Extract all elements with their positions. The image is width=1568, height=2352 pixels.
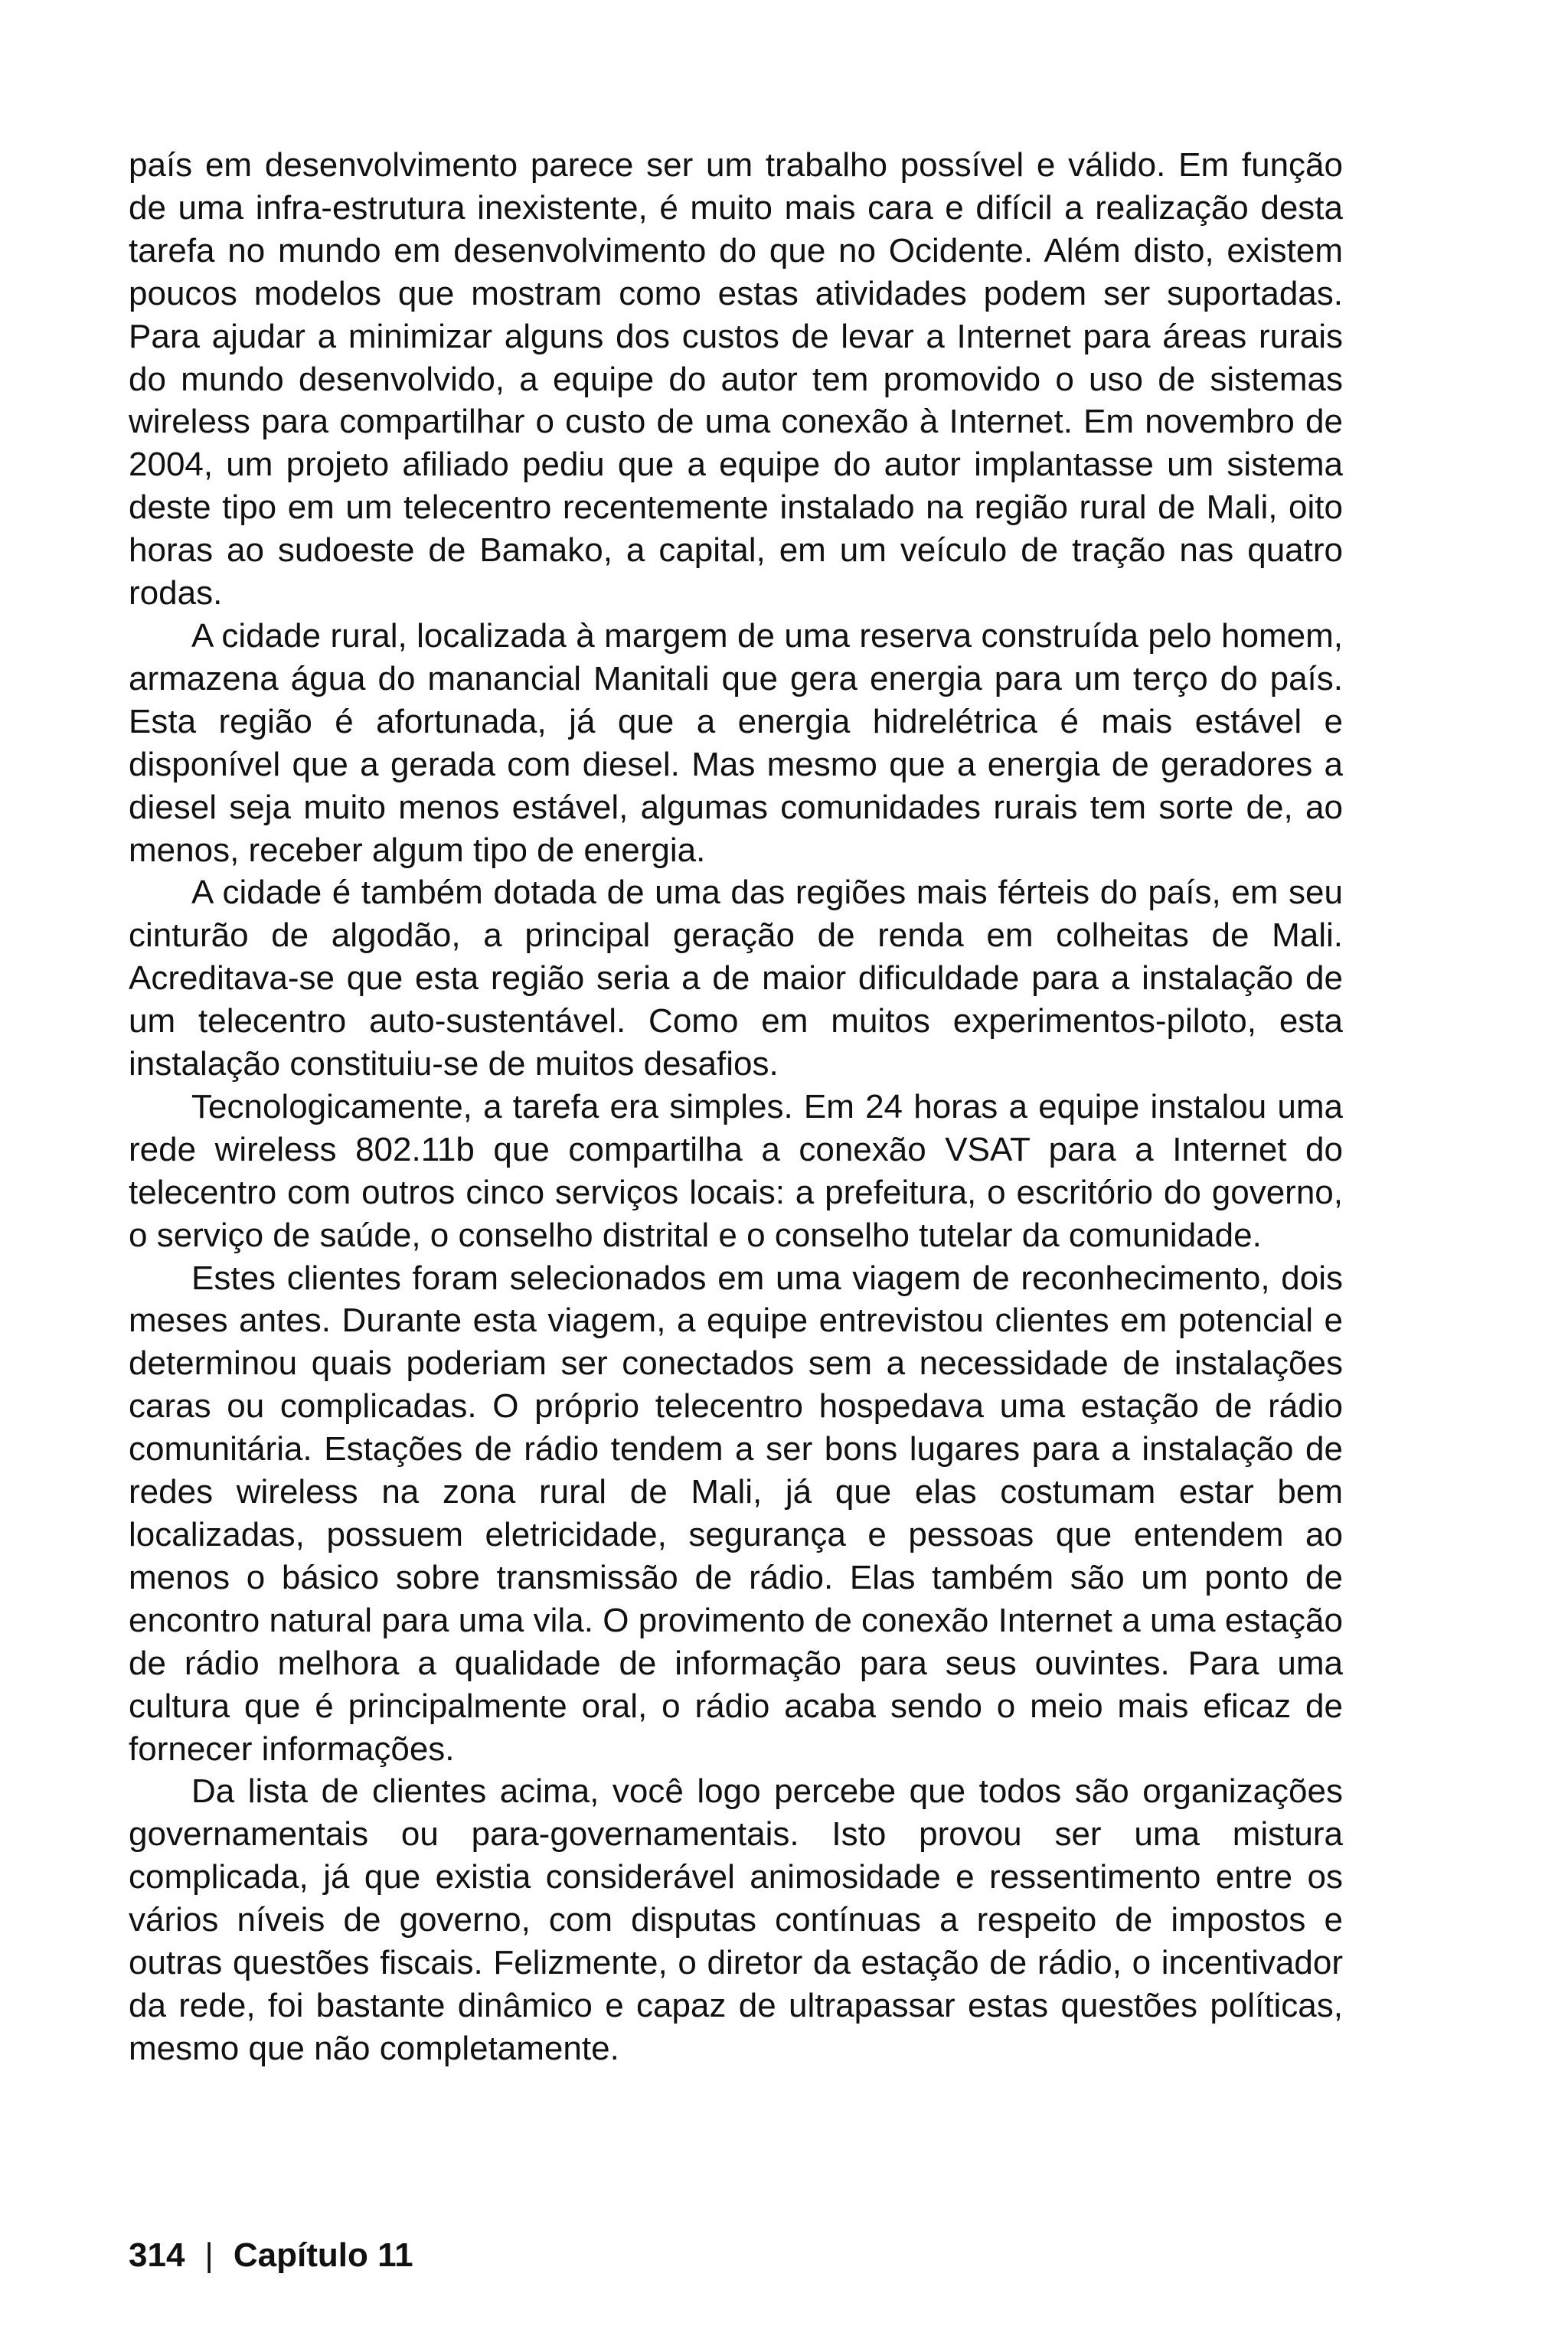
- paragraph-1: país em desenvolvimento parece ser um trabalho possível e válido. Em função de uma infra-estrutura inexistente, é muito mais cara e difícil a realização desta tarefa no mundo em desenvolvimento do que no Ocidente. Além disto, existem poucos modelos que mostram como estas atividades podem ser suportadas. Para ajudar a minimizar alguns dos custos de levar a Internet para áreas rurais do mundo desenvolvido, a equipe do autor tem promovido o uso de sistemas wireless para compartilhar o custo de uma conexão à Internet. Em novembro de 2004, um projeto afiliado pediu que a equipe do autor implantasse um sistema deste tipo em um telecentro recentemente instalado na região rural de Mali, oito horas ao sudoeste de Bamako, a capital, em um veículo de tração nas quatro rodas.: [129, 146, 1343, 612]
- page-footer: [129, 2234, 413, 2277]
- chapter-label: Capítulo 11: [233, 2236, 413, 2274]
- page-body: [129, 144, 1343, 2070]
- footer-separator: |: [204, 2236, 214, 2274]
- paragraph-6: Da lista de clientes acima, você logo percebe que todos são organizações governamentais ou para-governamentais. Isto provou ser uma mistura complicada, já que existia considerável animosidade e ressentimento entre os vários níveis de governo, com disputas contínuas a respeito de impostos e outras questões fiscais. Felizmente, o diretor da estação de rádio, o incentivador da rede, foi bastante dinâmico e capaz de ultrapassar estas questões políticas, mesmo que não completamente.: [129, 1772, 1343, 2067]
- paragraph-2: A cidade rural, localizada à margem de uma reserva construída pelo homem, armazena água do manancial Manitali que gera energia para um terço do país. Esta região é afortunada, já que a energia hidrelétrica é mais estável e disponível que a gerada com diesel. Mas mesmo que a energia de geradores a diesel seja muito menos estável, algumas comunidades rurais tem sorte de, ao menos, receber algum tipo de energia.: [129, 616, 1343, 869]
- page-number: 314: [129, 2236, 185, 2274]
- paragraph-4: Tecnologicamente, a tarefa era simples. Em 24 horas a equipe instalou uma rede wireless 802.11b que compartilha a conexão VSAT para a Internet do telecentro com outros cinco serviços locais: a prefeitura, o escritório do governo, o serviço de saúde, o conselho distrital e o conselho tutelar da comunidade.: [129, 1087, 1343, 1254]
- paragraph-3: A cidade é também dotada de uma das regiões mais férteis do país, em seu cinturão de algodão, a principal geração de renda em colheitas de Mali. Acreditava-se que esta região seria a de maior dificuldade para a instalação de um telecentro auto-sustentável. Como em muitos experimentos-piloto, esta instalação constituiu-se de muitos desafios.: [129, 874, 1343, 1083]
- paragraph-5: Estes clientes foram selecionados em uma viagem de reconhecimento, dois meses antes. Durante esta viagem, a equipe entrevistou clientes em potencial e determinou quais poderiam ser conectados sem a necessidade de instalações caras ou complicadas. O próprio telecentro hospedava uma estação de rádio comunitária. Estações de rádio tendem a ser bons lugares para a instalação de redes wireless na zona rural de Mali, já que elas costumam estar bem localizadas, possuem eletricidade, segurança e pessoas que entendem ao menos o básico sobre transmissão de rádio. Elas também são um ponto de encontro natural para uma vila. O provimento de conexão Internet a uma estação de rádio melhora a qualidade de informação para seus ouvintes. Para uma cultura que é principalmente oral, o rádio acaba sendo o meio mais eficaz de fornecer informações.: [129, 1259, 1343, 1768]
